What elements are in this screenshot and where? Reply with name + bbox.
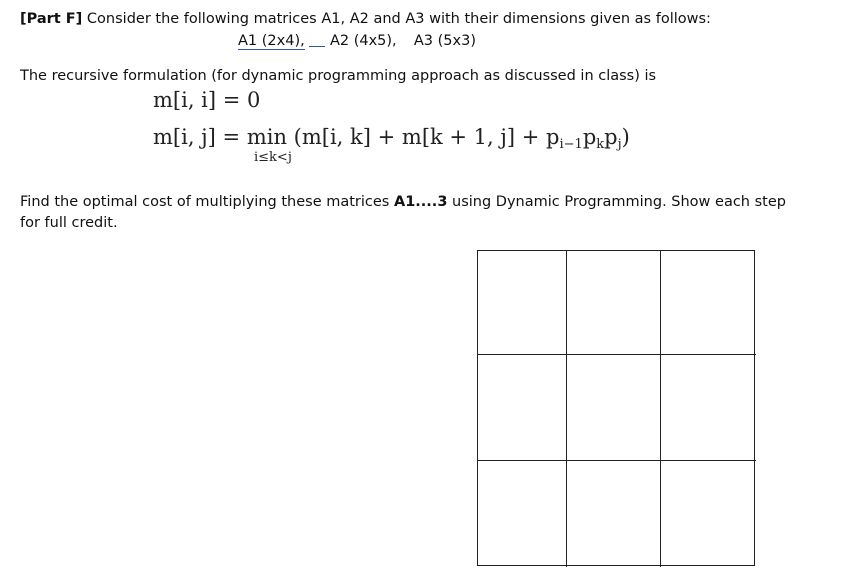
- grid-cell[interactable]: [567, 251, 661, 355]
- dim-a3: A3 (5x3): [413, 33, 476, 49]
- dim-a1: A1 (2x4),: [238, 33, 305, 49]
- min-operator: min: [246, 125, 287, 149]
- grid-cell[interactable]: [661, 355, 756, 461]
- matrix-chain-label: A1....3: [393, 194, 448, 210]
- grid-cell[interactable]: [567, 461, 661, 567]
- formulation-text: The recursive formulation (for dynamic programming approach as discussed in class) is: [20, 68, 657, 84]
- grid-cell[interactable]: [478, 461, 567, 567]
- formula-base-case: m[i, i] = 0: [153, 88, 261, 112]
- dim-a1-underline: [309, 46, 325, 47]
- grid-cell[interactable]: [478, 355, 567, 461]
- grid-cell[interactable]: [567, 355, 661, 461]
- grid-cell[interactable]: [661, 461, 756, 567]
- matrix-dimensions: [238, 33, 476, 49]
- task-line-2: for full credit.: [20, 215, 118, 231]
- grid-cell[interactable]: [661, 251, 756, 355]
- question-line-1: [20, 11, 711, 27]
- part-label: [Part F]: [20, 11, 83, 27]
- answer-grid: [477, 250, 755, 566]
- question-intro: Consider the following matrices A1, A2 and A3 with their dimensions given as follows:: [82, 11, 711, 27]
- grid-cell[interactable]: [478, 251, 567, 355]
- min-range-subscript: i≤k<j: [254, 150, 292, 165]
- formula-recurrence: m[i, j] = min (m[i, k] + m[k + 1, j] + pi−1pkpj): [153, 125, 630, 152]
- task-line-1: Find the optimal cost of multiplying these matrices A1....3 using Dynamic Programming. Show each step: [20, 194, 786, 210]
- dim-a2: A2 (4x5),: [329, 33, 397, 49]
